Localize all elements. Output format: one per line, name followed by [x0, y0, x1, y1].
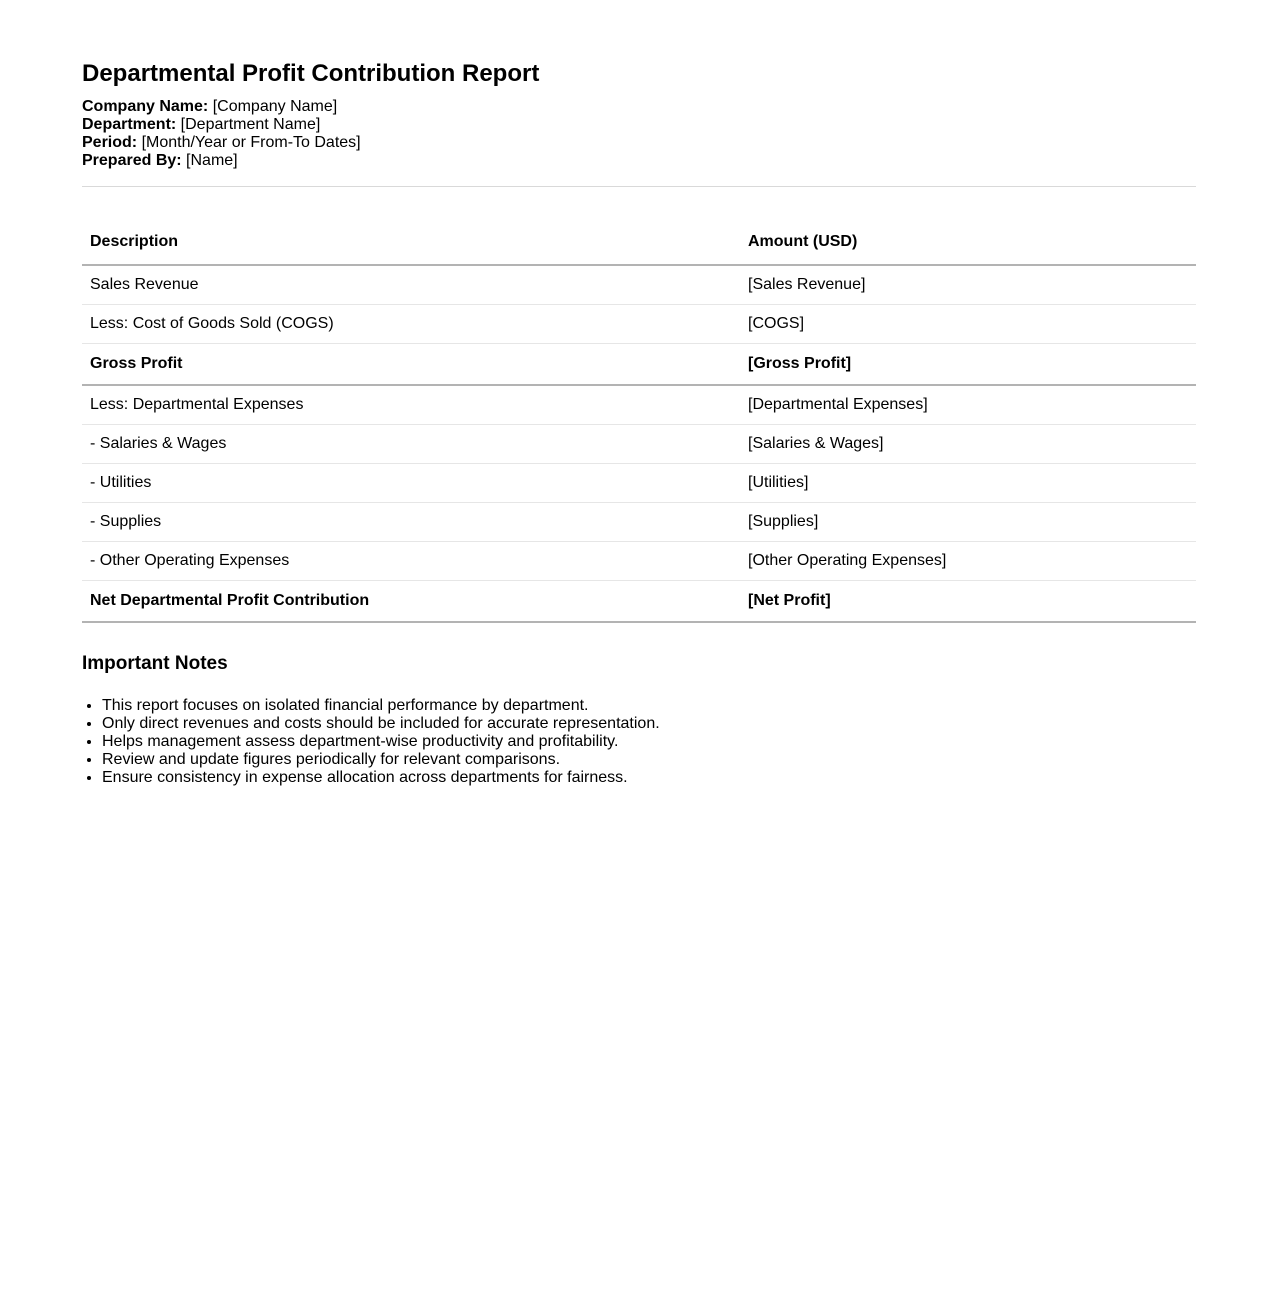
note-item: • Helps management assess department-wise productivity and profitability. — [102, 733, 1196, 751]
row-description: Less: Departmental Expenses — [82, 385, 740, 425]
header-description: Description — [82, 220, 740, 265]
notes-title: Important Notes — [82, 653, 228, 674]
meta-value: [Company Name] — [208, 98, 338, 115]
row-description: - Utilities — [82, 464, 740, 503]
table-row — [82, 425, 1196, 464]
meta-department — [82, 116, 1196, 134]
row-description: Sales Revenue — [82, 265, 740, 305]
meta-period — [82, 134, 1196, 152]
report-title: Departmental Profit Contribution Report — [82, 60, 540, 87]
meta-prepared-by — [82, 152, 1196, 170]
row-description: Net Departmental Profit Contribution — [82, 581, 740, 623]
meta-value: [Department Name] — [176, 116, 321, 133]
note-item: • Only direct revenues and costs should be included for accurate representation. — [102, 715, 1196, 733]
meta-key: Period: — [82, 134, 138, 151]
notes-list — [82, 697, 1196, 787]
meta-company — [82, 98, 1196, 116]
row-amount: [Net Profit] — [740, 581, 1196, 623]
table-row — [82, 464, 1196, 503]
row-amount: [Sales Revenue] — [740, 265, 1196, 305]
row-amount: [COGS] — [740, 305, 1196, 344]
note-item: • This report focuses on isolated financial performance by department. — [102, 697, 1196, 715]
row-amount: [Gross Profit] — [740, 344, 1196, 386]
header-divider — [82, 186, 1196, 187]
table-row — [82, 385, 1196, 425]
meta-value: [Name] — [181, 152, 238, 169]
table-row — [82, 265, 1196, 305]
table-row — [82, 503, 1196, 542]
row-amount: [Supplies] — [740, 503, 1196, 542]
report-meta — [82, 98, 1196, 170]
table-header-row — [82, 220, 1196, 265]
row-description: - Supplies — [82, 503, 740, 542]
table-body — [82, 265, 1196, 622]
row-amount: [Departmental Expenses] — [740, 385, 1196, 425]
header-amount: Amount (USD) — [740, 220, 1196, 265]
row-description: - Salaries & Wages — [82, 425, 740, 464]
note-item: • Review and update figures periodically for relevant comparisons. — [102, 751, 1196, 769]
row-amount: [Salaries & Wages] — [740, 425, 1196, 464]
row-description: Gross Profit — [82, 344, 740, 386]
table-row — [82, 305, 1196, 344]
profit-table — [82, 220, 1196, 623]
table-row — [82, 581, 1196, 623]
meta-key: Company Name: — [82, 98, 209, 115]
table-row — [82, 344, 1196, 386]
row-description: Less: Cost of Goods Sold (COGS) — [82, 305, 740, 344]
row-amount: [Utilities] — [740, 464, 1196, 503]
meta-value: [Month/Year or From-To Dates] — [137, 134, 361, 151]
note-item: • Ensure consistency in expense allocation across departments for fairness. — [102, 769, 1196, 787]
row-amount: [Other Operating Expenses] — [740, 542, 1196, 581]
table-row — [82, 542, 1196, 581]
meta-key: Prepared By: — [82, 152, 182, 169]
meta-key: Department: — [82, 116, 177, 133]
row-description: - Other Operating Expenses — [82, 542, 740, 581]
